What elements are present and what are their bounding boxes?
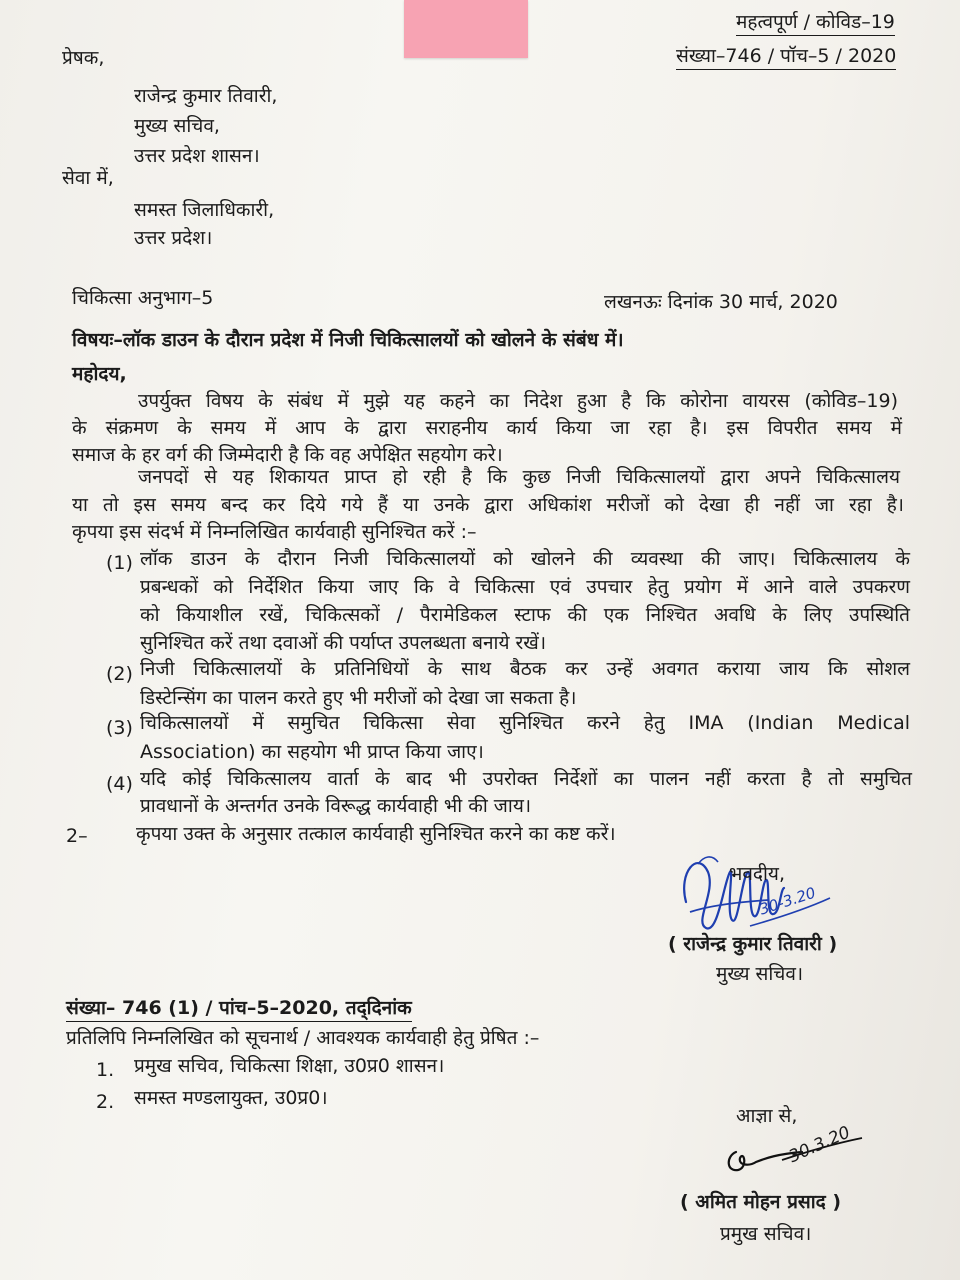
directive-2-line1: निजी चिकित्सालयों के प्रतिनिधियों के साथ बैठक कर उन्हें अवगत कराया जाय कि सोशल [140,658,910,680]
recipient-name: समस्त जिलाधिकारी, [134,199,275,221]
copy-reference: संख्या– 746 (1) / पांच–5–2020, तद्‌दिनांक [66,996,412,1022]
directive-3-line2: Association) का सहयोग भी प्राप्त किया जाए। [140,741,484,763]
copy-recipient-1-text: प्रमुख सचिव, चिकित्सा शिक्षा, उ0प्र0 शासन। [134,1055,445,1077]
point2-text: कृपया उक्त के अनुसार तत्काल कार्यवाही सुनिश्चित करने का कष्ट करें। [136,823,616,845]
directive-1-line4: सुनिश्चित करें तथा दवाओं की पर्याप्त उपलब्धता बनाये रखें। [140,632,547,654]
para1-line1: उपर्युक्त विषय के संबंध में मुझे यह कहने का निदेश हुआ है कि कोरोना वायरस (कोविड–19) [138,390,898,412]
para2-line3: कृपया इस संदर्भ में निम्नलिखित कार्यवाही सुनिश्चित करें :– [72,521,477,543]
directive-2-number: (2) [106,663,133,685]
para2-line1: जनपदों से यह शिकायत प्राप्त हो रही है कि कुछ निजी चिकित्सालयों द्वारा अपने चिकित्सालय [138,466,900,488]
principal-secretary-designation: प्रमुख सचिव। [720,1223,812,1245]
sender-office: उत्तर प्रदेश शासन। [134,145,260,167]
section-label: चिकित्सा अनुभाग–5 [72,287,214,309]
order-label: आज्ञा से, [736,1105,798,1127]
directive-1-line3: को कियाशील रखें, चिकित्सकों / पैरामेडिकल स्टाफ की एक निश्चित अवधि के लिए उपस्थिति [140,604,910,626]
sender-name: राजेन्द्र कुमार तिवारी, [134,85,278,107]
directive-4-line1: यदि कोई चिकित्सालय वार्ता के बाद भी उपरोक्त निर्देशों का पालन नहीं करता है तो समुचित [140,768,912,790]
copy-recipient-2-number: 2. [96,1091,115,1113]
directive-2-line2: डिस्टेन्सिंग का पालन करते हुए भी मरीजों को देखा जा सकता है। [140,687,577,709]
chief-secretary-designation: मुख्य सचिव। [716,963,804,985]
point2-number: 2– [66,825,88,847]
date-line: लखनऊः दिनांक 30 मार्च, 2020 [604,291,838,313]
salutation: महोदय, [72,363,127,385]
directive-4-number: (4) [106,773,133,795]
reference-number: संख्या–746 / पॉच–5 / 2020 [676,44,896,70]
directive-4-line2: प्रावधानों के अन्तर्गत उनके विरूद्ध कार्यवाही भी की जाय। [140,795,532,817]
para2-line2: या तो इस समय बन्द कर दिये गये हैं या उनके द्वारा अधिकांश मरीजों को देखा ही नहीं जा रहा है। [72,494,904,516]
subject-line: विषयः–लॉक डाउन के दौरान प्रदेश में निजी चिकित्सालयों को खोलने के संबंध में। [72,329,624,351]
recipient-place: उत्तर प्रदेश। [134,227,213,249]
copy-recipient-2-text: समस्त मण्डलायुक्त, उ0प्र0। [134,1087,328,1109]
directive-1-number: (1) [106,552,133,574]
para1-line2: के संक्रमण के समय में आप के द्वारा सराहनीय कार्य किया जा रहा है। इस विपरीत समय में [72,417,902,439]
sticky-note [404,0,528,58]
category-label: महत्वपूर्ण / कोविड–19 [736,10,895,36]
valediction: भवदीय, [729,863,785,885]
principal-secretary-signature-date: 30.3.20 [785,1122,854,1168]
copy-recipient-1-number: 1. [96,1059,115,1081]
recipient-label: सेवा में, [62,167,114,189]
sender-designation: मुख्य सचिव, [134,115,220,137]
directive-1-line2: प्रबन्धकों को निर्देशित किया जाए कि वे चिकित्सा एवं उपचार हेतु प्रयोग में आने वाले उपकरण [140,576,910,598]
directive-3-line1: चिकित्सालयों में समुचित चिकित्सा सेवा सुनिश्चित करने हेतु IMA (Indian Medical [140,712,910,734]
chief-secretary-signature-date: 30-3.20 [757,883,818,919]
principal-secretary-name: ( अमित मोहन प्रसाद ) [680,1191,842,1213]
chief-secretary-name: ( राजेन्द्र कुमार तिवारी ) [668,933,838,955]
sender-label: प्रेषक, [62,47,105,69]
para1-line3: समाज के हर वर्ग की जिम्मेदारी है कि वह अपेक्षित सहयोग करे। [72,444,503,466]
directive-3-number: (3) [106,717,133,739]
directive-1-line1: लॉक डाउन के दौरान निजी चिकित्सालयों को खोलने की व्यवस्था की जाए। चिकित्सालय के [140,548,910,570]
copy-intro: प्रतिलिपि निम्नलिखित को सूचनार्थ / आवश्यक कार्यवाही हेतु प्रेषित :– [66,1027,540,1049]
